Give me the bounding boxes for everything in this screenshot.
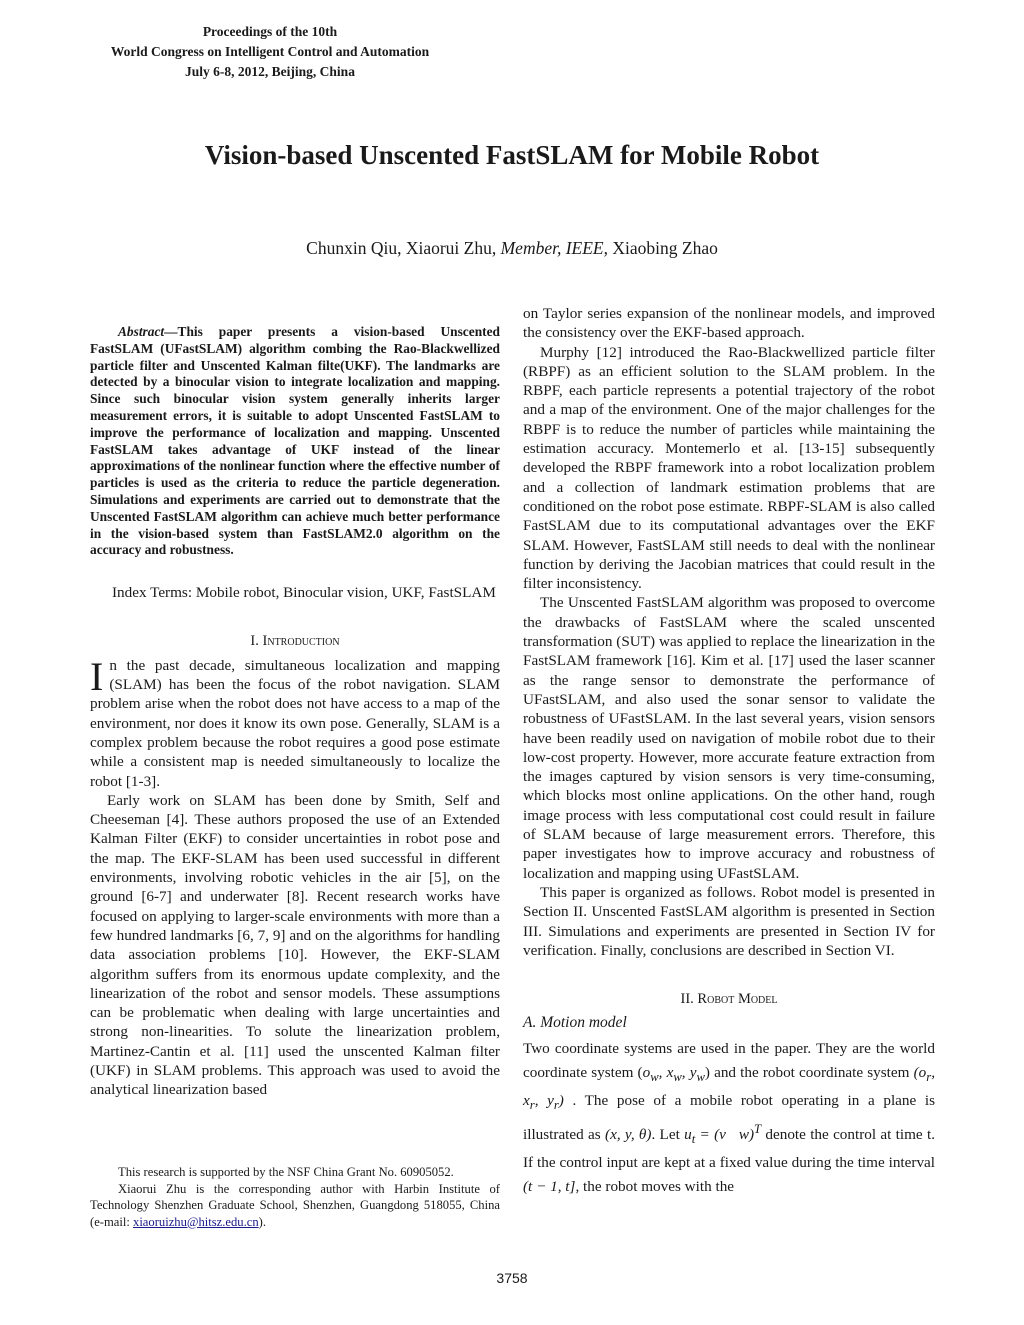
robot-coord-eq: ($o_r$, $x_r$, $y_r$)	[523, 1063, 935, 1112]
interval-eq: (t − 1, t]	[523, 1177, 576, 1195]
intro-paragraph-4: The Unscented FastSLAM algorithm was proposed to overcome the drawbacks of FastSLAM where the scaled unscented transformation (SUT) was applied to replace the linearization in the FastSLAM framework [16]. Kim et al. [17] used the laser scanner as the range sensor to demonstrate the performance of UFastSLAM, and also used the sonar sensor to validate the robustness of UFastSLAM. In the last several years, vision sensors have been readily used on navigation of mobile robot due to their low-cost property. However, more accurate feature extraction from the images captured by vision sensors is very time-consuming, which blocks most online applications. On the other hand, rough image process with less computational cost could result in failure of SLAM because of large measurement errors. Therefore, this paper investigates how to improve accuracy and robustness of localization and mapping using UFastSLAM.	[523, 594, 935, 882]
intro-paragraph-5: This paper is organized as follows. Robot model is presented in Section II. Unscented FastSLAM algorithm is presented in Section III. Simulations and experiments are presented in Section IV for verification. Finally, conclusions are described in Section VI.	[523, 883, 935, 959]
motion-text-5: denote the control at time t. If the control input are kept at a fixed value during the time interval	[523, 1125, 935, 1171]
abstract-text: This paper presents a vision-based Unscented FastSLAM (UFastSLAM) algorithm combing the Rao-Blackwellized particle filter and Unscented Kalman filte(UKF). The landmarks are detected by a binocular vision to integrate localization and mapping. Since such binocular vision system generally inherits larger measurement errors, it is suitable to adopt Unscented FastSLAM to improve the performance of localization and mapping. Unscented FastSLAM takes advantage of UKF instead of the linear approximations of the nonlinear function where the effective number of particles is used as the criteria to reduce the particle degeneration. Simulations and experiments are carried out to demonstrate that the Unscented FastSLAM algorithm can achieve much better performance in the vision-based system than FastSLAM2.0 algorithm on the accuracy and robustness.	[90, 324, 500, 558]
motion-text-2: ) and the robot coordinate system	[704, 1063, 910, 1081]
abstract-label: Abstract	[118, 324, 165, 339]
motion-text-1: Two coordinate systems are used in the paper. They are the world coordinate system (	[523, 1039, 935, 1081]
control-eq: $u_t = (v$ w)$^T$	[684, 1121, 762, 1146]
footnote	[90, 1164, 500, 1230]
author-names-a: Chunxin Qiu, Xiaorui Zhu,	[306, 238, 501, 258]
author-member: Member, IEEE	[500, 238, 604, 258]
intro-paragraph-1	[90, 653, 500, 791]
pose-eq: (x, y, θ)	[605, 1125, 652, 1143]
motion-text-6: , the robot moves with the	[575, 1177, 735, 1195]
intro-paragraph-2-cont: on Taylor series expansion of the nonlinear models, and improved the consistency over the EKF-based approach.	[523, 305, 935, 342]
intro-p1-text: n the past decade, simultaneous localization and mapping (SLAM) has been the focus of the robot navigation. SLAM problem arise when the robot does not have access to a map of the environment, nor does it know its own pose. Generally, SLAM is a complex problem because the robot requires a good pose estimate while a consistent map is needed simultaneously to localize the robot [1-3].	[90, 656, 500, 790]
proceedings-line3: July 6-8, 2012, Beijing, China	[185, 64, 355, 79]
left-column	[90, 304, 500, 1100]
abstract	[90, 324, 500, 559]
footnote-2-end: ).	[258, 1214, 266, 1229]
section1-heading	[90, 632, 500, 651]
section2-title: Robot Model	[697, 991, 778, 1008]
author-line	[0, 238, 1024, 259]
section1-title: Introduction	[262, 633, 340, 650]
world-coord-eq: $o_w$, $x_w$, $y_w$	[642, 1063, 705, 1084]
motion-model-text	[523, 1037, 935, 1199]
motion-text-4: . Let	[651, 1125, 680, 1143]
subsection-heading: A. Motion model	[523, 1014, 627, 1032]
page-number: 3758	[496, 1270, 528, 1286]
proceedings-header	[60, 22, 480, 82]
section2-number: II.	[680, 991, 694, 1008]
footnote-2-text: Xiaorui Zhu is the corresponding author with Harbin Institute of Technology Shenzhen Graduate School, Shenzhen, Guangdong 518055, China (e-mail:	[90, 1181, 500, 1229]
motion-text-3: . The pose of a mobile robot operating in a plane is illustrated as	[523, 1091, 935, 1143]
footnote-2	[90, 1181, 500, 1231]
abstract-dash: —	[164, 324, 178, 339]
paper-title: Vision-based Unscented FastSLAM for Mobile Robot	[204, 140, 820, 170]
intro-paragraph-3: Murphy [12] introduced the Rao-Blackwellized particle filter (RBPF) as an efficient solution to the SLAM problem. In the RBPF, each particle represents a potential trajectory of the robot and a map of the environment. One of the major challenges for the RBPF is to reduce the number of particles while maintaining the estimation accuracy. Montemerlo et al. [13-15] subsequently developed the RBPF framework into a robot localization problem and a collection of landmark estimation problems that are conditioned on the robot pose estimate. RBPF-SLAM is also called FastSLAM due to its computational advantages over the EKF SLAM. However, FastSLAM still needs to deal with the nonlinear function by deriving the Jacobian matrices that could result in the filter inconsistency.	[523, 343, 935, 593]
section2-heading	[523, 990, 935, 1009]
dropcap: I	[90, 653, 104, 699]
intro-paragraph-2: Early work on SLAM has been done by Smith, Self and Cheeseman [4]. These authors proposed the use of an Extended Kalman Filter (EKF) to consider uncertainties in robot pose and the map. The EKF-SLAM has been used successful in different environments, involving robotic vehicles in the air [5], on the ground [6-7] and underwater [8]. Recent research works have focused on applying to larger-scale environments with more than a few hundred landmarks [6, 7, 9] and on the algorithms for handling data association problems [10]. However, the EKF-SLAM algorithm suffers from its enormous update complexity, and the linearization of the robot and sensor models. These assumptions can be problematic when dealing with large uncertainties and strong non-linearities. To solute the linearization problem, Martinez-Cantin et al. [11] used the unscented Kalman filter (UKF) in SLAM problems. This approach was used to avoid the analytical linearization based	[90, 791, 500, 1099]
author-names-b: , Xiaobing Zhao	[603, 238, 718, 258]
email-link[interactable]: xiaoruizhu@hitsz.edu.cn	[133, 1214, 259, 1229]
motion-paragraph	[523, 1037, 935, 1199]
right-column	[523, 304, 935, 1199]
proceedings-line1: Proceedings of the 10th	[202, 24, 338, 39]
index-terms: Index Terms: Mobile robot, Binocular vision, UKF, FastSLAM	[112, 584, 496, 602]
footnote-1: This research is supported by the NSF China Grant No. 60905052.	[118, 1165, 454, 1179]
proceedings-line2: World Congress on Intelligent Control and Automation	[110, 44, 430, 59]
section1-number: I.	[250, 633, 259, 650]
